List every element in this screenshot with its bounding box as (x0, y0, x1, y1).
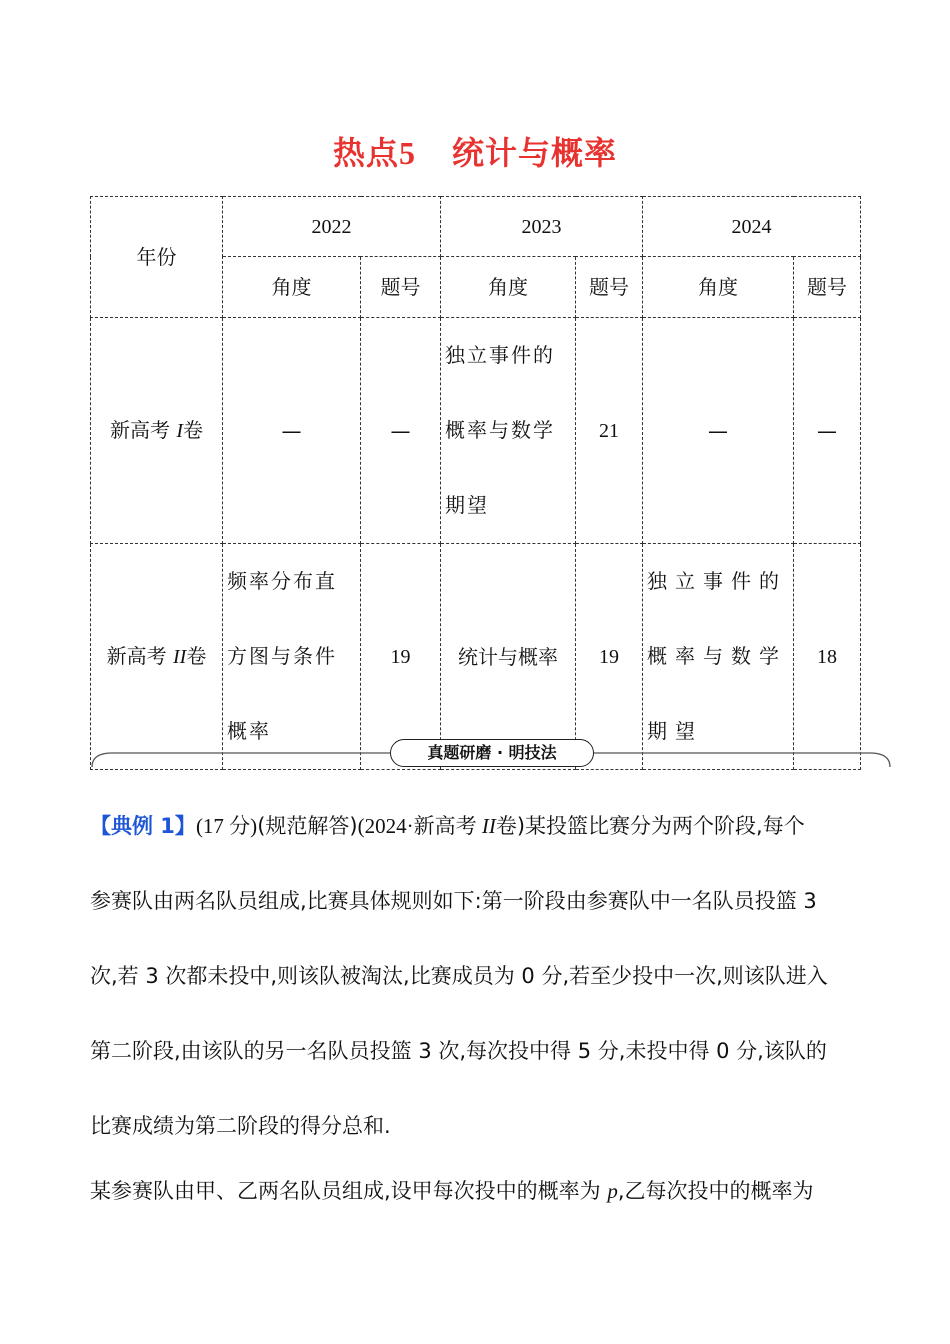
cell-2023-qno: 19 (576, 544, 643, 770)
example-tag: 【典例 1】 (90, 814, 196, 838)
example-line-2: 参赛队由两名队员组成,比赛具体规则如下:第一阶段由参赛队中一名队员投篮 3 (90, 889, 817, 913)
page-title (0, 128, 950, 174)
qno-header: 题号 (794, 257, 861, 318)
example-line-6: 某参赛队由甲、乙两名队员组成,设甲每次投中的概率为 p,乙每次投中的概率为 (90, 1179, 814, 1203)
cell-2022-qno: — (361, 318, 441, 544)
qno-header: 题号 (361, 257, 441, 318)
section-banner (90, 737, 892, 773)
cell-2022-angle: 频率分布直 方图与条件 概率 (223, 544, 361, 770)
example-line-3: 次,若 3 次都未投中,则该队被淘汰,比赛成员为 0 分,若至少投中一次,则该队进入 (90, 964, 828, 988)
title-text: 统计与概率 (452, 134, 618, 172)
cell-2024-qno: 18 (794, 544, 861, 770)
cell-2024-angle: 独立事件的 概率与数学 期望 (643, 544, 794, 770)
angle-header: 角度 (441, 257, 576, 318)
title-prefix: 热点 (332, 134, 399, 172)
example-line-1: 【典例 1】(17 分)(规范解答)(2024·新高考 II卷)某投篮比赛分为两个阶段,每个 (90, 814, 805, 838)
year-2023: 2023 (441, 197, 643, 257)
year-2022: 2022 (223, 197, 441, 257)
cell-2022-angle: — (223, 318, 361, 544)
title-number: 5 (399, 135, 416, 171)
qno-header: 题号 (576, 257, 643, 318)
banner-label: 真题研磨 · 明技法 (390, 739, 594, 767)
year-header: 年份 (91, 197, 223, 318)
example-line-5: 比赛成绩为第二阶段的得分总和. (90, 1114, 391, 1138)
angle-header: 角度 (223, 257, 361, 318)
cell-2024-qno: — (794, 318, 861, 544)
row-label: 新高考 I卷 (91, 318, 223, 544)
year-2024: 2024 (643, 197, 861, 257)
angle-header: 角度 (643, 257, 794, 318)
cell-2022-qno: 19 (361, 544, 441, 770)
cell-2023-angle: 统计与概率 (441, 544, 576, 770)
exam-table (90, 196, 861, 770)
cell-2023-qno: 21 (576, 318, 643, 544)
row-label: 新高考 II卷 (91, 544, 223, 770)
cell-2024-angle: — (643, 318, 794, 544)
example-line-4: 第二阶段,由该队的另一名队员投篮 3 次,每次投中得 5 分,未投中得 0 分,该队的 (90, 1039, 827, 1063)
cell-2023-angle: 独立事件的 概率与数学 期望 (441, 318, 576, 544)
